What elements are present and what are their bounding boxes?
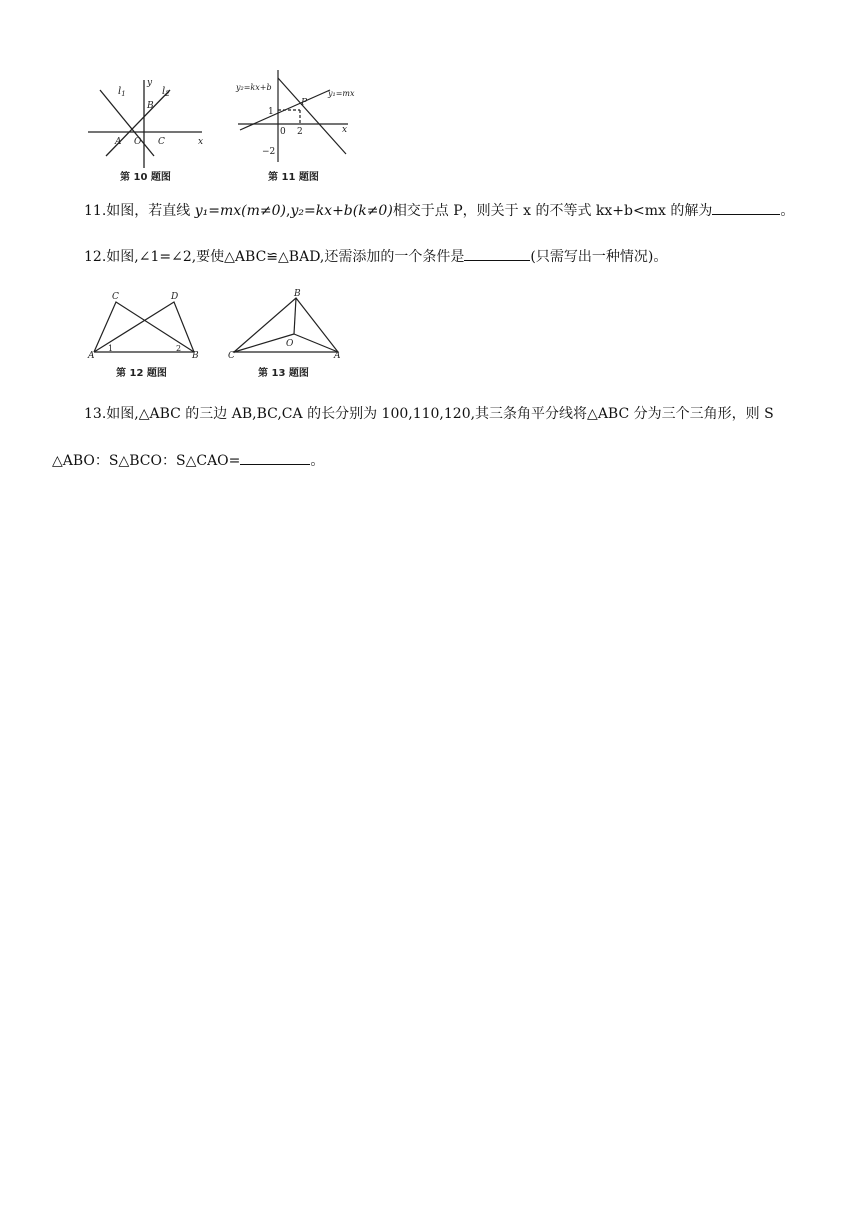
- label-minus2: −2: [262, 147, 276, 157]
- answer-blank-13[interactable]: [240, 450, 310, 465]
- caption-fig13: 第 13 题图: [258, 368, 309, 379]
- label-A: A: [334, 351, 341, 361]
- label-x: x: [342, 125, 348, 135]
- label-l1: $l_1$: [118, 86, 126, 98]
- question-11: [84, 200, 794, 221]
- q11-sep: ,: [285, 203, 291, 219]
- figure-12: [86, 288, 204, 380]
- caption-fig12: 第 12 题图: [116, 368, 167, 379]
- label-A: A: [115, 137, 122, 147]
- q12-end: (只需写出一种情况)。: [530, 249, 668, 265]
- q12-text: 12.如图,∠1=∠2,要使△ABC≌△BAD,还需添加的一个条件是: [84, 249, 465, 265]
- question-13-line-2: [52, 450, 324, 471]
- label-O: O: [134, 137, 142, 147]
- label-l2: $l_2$: [162, 86, 170, 98]
- label-0: 0: [280, 127, 286, 137]
- label-C: C: [112, 292, 119, 302]
- caption-fig10: 第 10 题图: [120, 172, 171, 183]
- label-A: A: [88, 351, 95, 361]
- label-y: y: [147, 78, 153, 88]
- label-x: x: [198, 137, 204, 147]
- label-y1: y₁=mx: [328, 89, 355, 98]
- label-B: B: [294, 289, 301, 299]
- q11-formula-2: y₂=kx+b(k≠0): [290, 203, 393, 219]
- question-12: [84, 246, 667, 267]
- q11-end: 。: [780, 203, 795, 219]
- label-1: 1: [108, 344, 114, 353]
- figure-13: [228, 286, 346, 380]
- label-2: 2: [297, 127, 303, 137]
- caption-fig11: 第 11 题图: [268, 172, 319, 183]
- line-l1: [100, 90, 154, 156]
- label-O: O: [286, 339, 294, 349]
- label-B: B: [192, 351, 199, 361]
- q11-formula-1: y₁=mx(m≠0): [194, 203, 286, 219]
- label-P: P: [301, 98, 308, 108]
- segment-OC: [234, 334, 294, 352]
- label-C: C: [158, 137, 165, 147]
- q11-prefix: 11.如图，若直线: [84, 203, 195, 219]
- label-y2: y₂=kx+b: [236, 83, 272, 92]
- answer-blank-12[interactable]: [464, 246, 530, 261]
- question-13-line-1: 13.如图,△ABC 的三边 AB,BC,CA 的长分别为 100,110,120,其三条角平分线将△ABC 分为三个三角形，则 S: [84, 406, 774, 422]
- label-1: 1: [268, 107, 274, 117]
- label-D: D: [171, 292, 179, 302]
- label-2: 2: [176, 344, 182, 353]
- figure-10: [84, 72, 210, 184]
- answer-blank-11[interactable]: [712, 200, 780, 215]
- q11-suffix: 相交于点 P，则关于 x 的不等式 kx+b<mx 的解为: [392, 203, 713, 219]
- q13-end: 。: [310, 453, 325, 469]
- label-C: C: [228, 351, 235, 361]
- q13-line2: △ABO：S△BCO：S△CAO=: [52, 453, 241, 469]
- segment-OB: [294, 298, 296, 334]
- label-B: B: [147, 101, 154, 111]
- figure-11: [234, 70, 364, 184]
